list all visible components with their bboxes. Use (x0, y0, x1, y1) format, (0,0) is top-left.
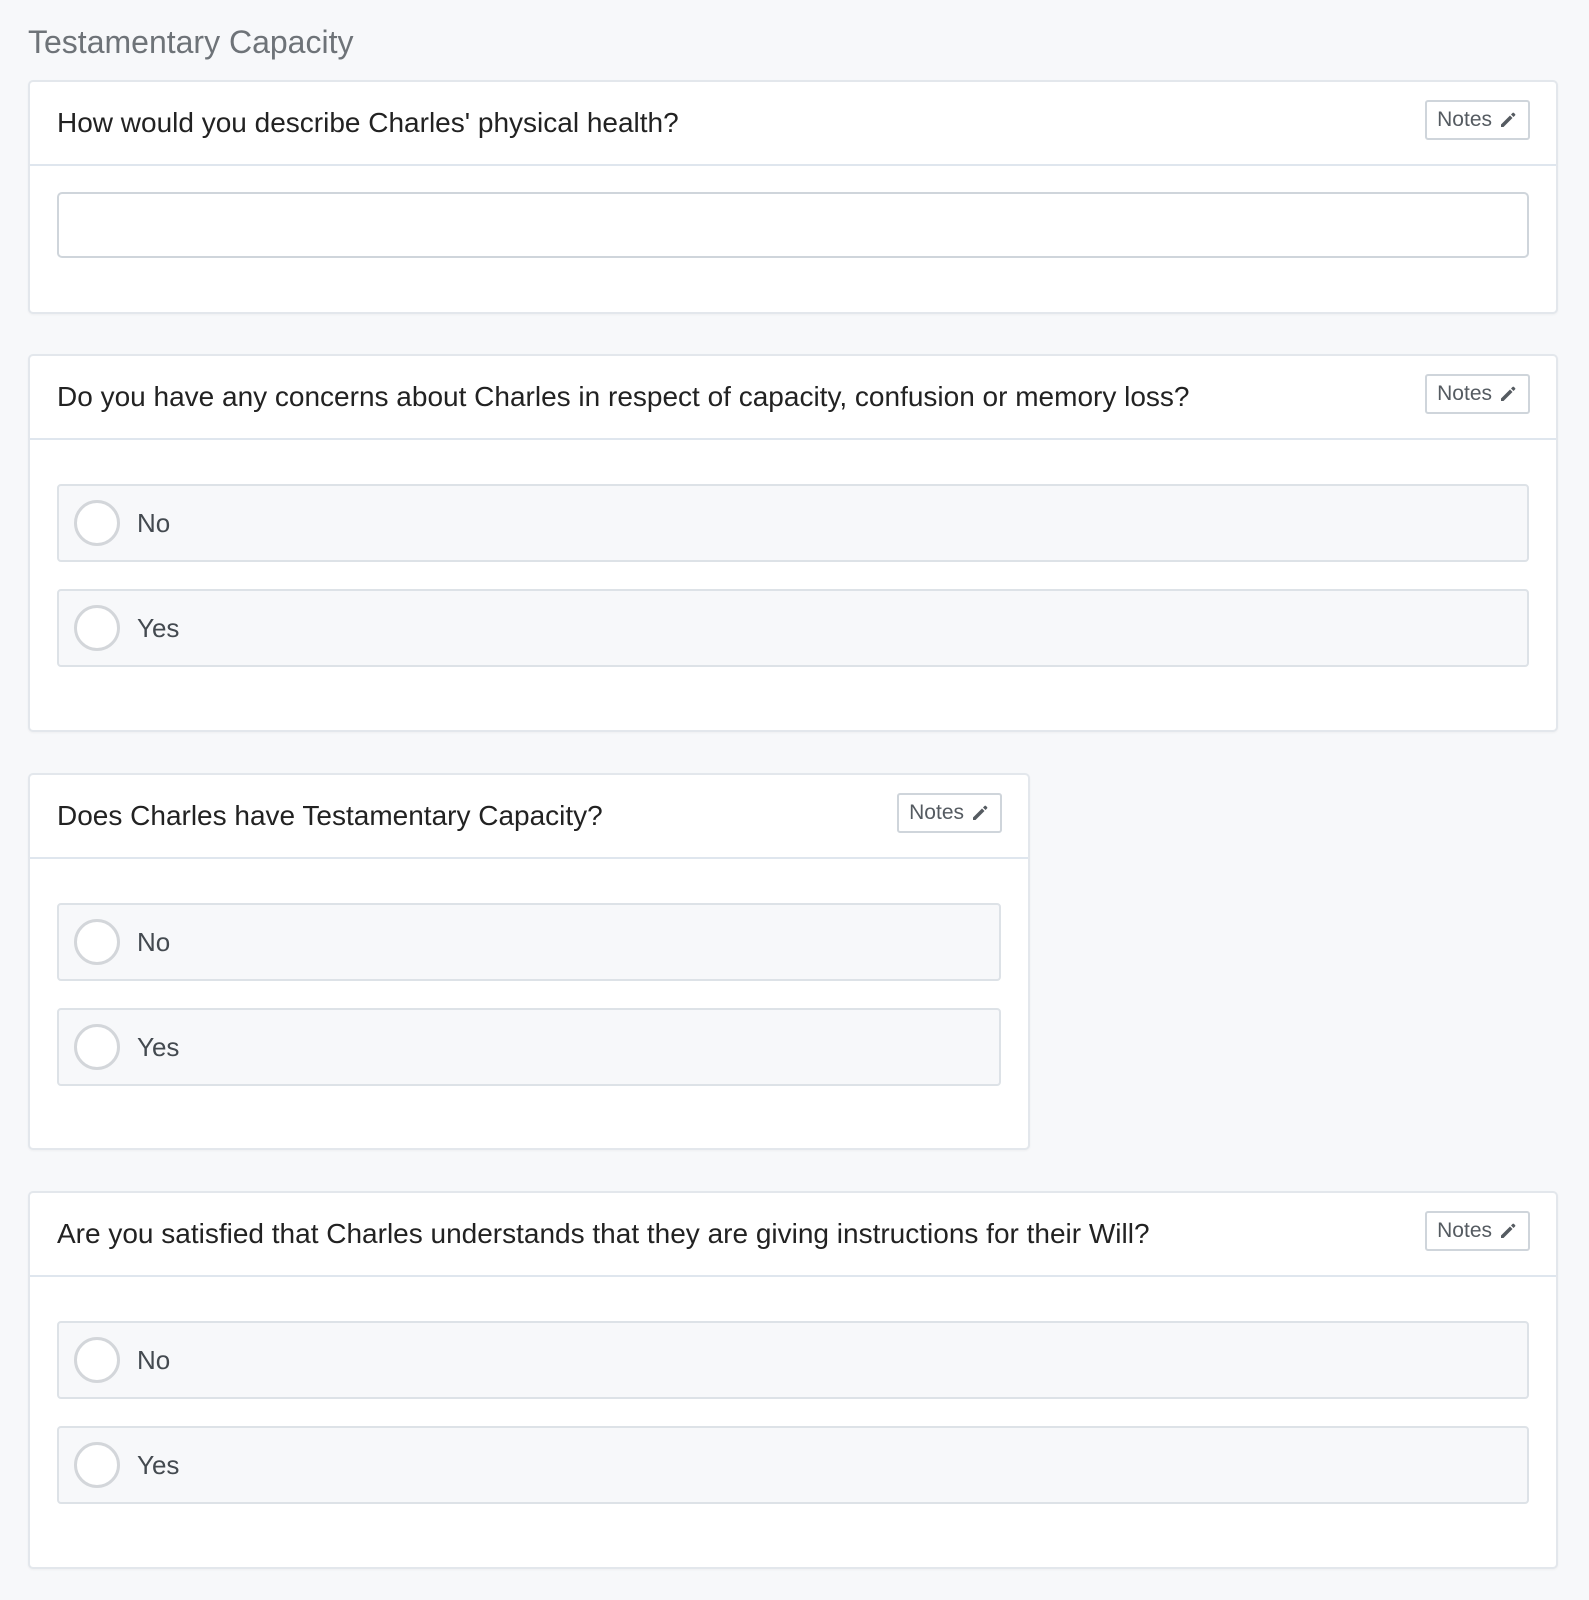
card-header (30, 82, 1556, 166)
physical-health-input[interactable] (57, 192, 1529, 258)
option-label: Yes (137, 1032, 180, 1062)
option-label: Yes (137, 613, 180, 643)
notes-label: Notes (1437, 108, 1492, 131)
option-no[interactable] (57, 903, 1001, 981)
card-header (30, 1193, 1556, 1277)
option-yes[interactable] (57, 1008, 1001, 1086)
radio-unchecked-icon[interactable] (74, 605, 120, 651)
notes-label: Notes (1437, 382, 1492, 405)
notes-button[interactable] (1425, 1211, 1530, 1251)
option-no[interactable] (57, 484, 1529, 562)
notes-button[interactable] (1425, 374, 1530, 414)
notes-button[interactable] (1425, 100, 1530, 140)
pencil-icon (1498, 1221, 1518, 1241)
notes-label: Notes (909, 801, 964, 824)
section-title: Testamentary Capacity (28, 24, 354, 60)
question-card-understands-will (28, 1191, 1558, 1569)
option-label: No (137, 927, 171, 957)
pencil-icon (1498, 110, 1518, 130)
card-header (30, 775, 1028, 859)
question-text: Do you have any concerns about Charles in respect of capacity, confusion or memory loss? (57, 381, 1190, 412)
question-card-concerns (28, 354, 1558, 732)
radio-unchecked-icon[interactable] (74, 1024, 120, 1070)
option-yes[interactable] (57, 589, 1529, 667)
option-label: No (137, 508, 171, 538)
question-card-testamentary-capacity (28, 773, 1030, 1150)
notes-button[interactable] (897, 793, 1002, 833)
question-text: Are you satisfied that Charles understands that they are giving instructions for their Will? (57, 1218, 1150, 1249)
card-header (30, 356, 1556, 440)
question-text: How would you describe Charles' physical health? (57, 107, 679, 138)
radio-unchecked-icon[interactable] (74, 500, 120, 546)
option-label: Yes (137, 1450, 180, 1480)
option-label: No (137, 1345, 171, 1375)
radio-unchecked-icon[interactable] (74, 919, 120, 965)
option-yes[interactable] (57, 1426, 1529, 1504)
pencil-icon (1498, 384, 1518, 404)
question-text: Does Charles have Testamentary Capacity? (57, 800, 603, 831)
pencil-icon (970, 803, 990, 823)
option-no[interactable] (57, 1321, 1529, 1399)
question-card-physical-health (28, 80, 1558, 314)
notes-label: Notes (1437, 1219, 1492, 1242)
radio-unchecked-icon[interactable] (74, 1442, 120, 1488)
radio-unchecked-icon[interactable] (74, 1337, 120, 1383)
